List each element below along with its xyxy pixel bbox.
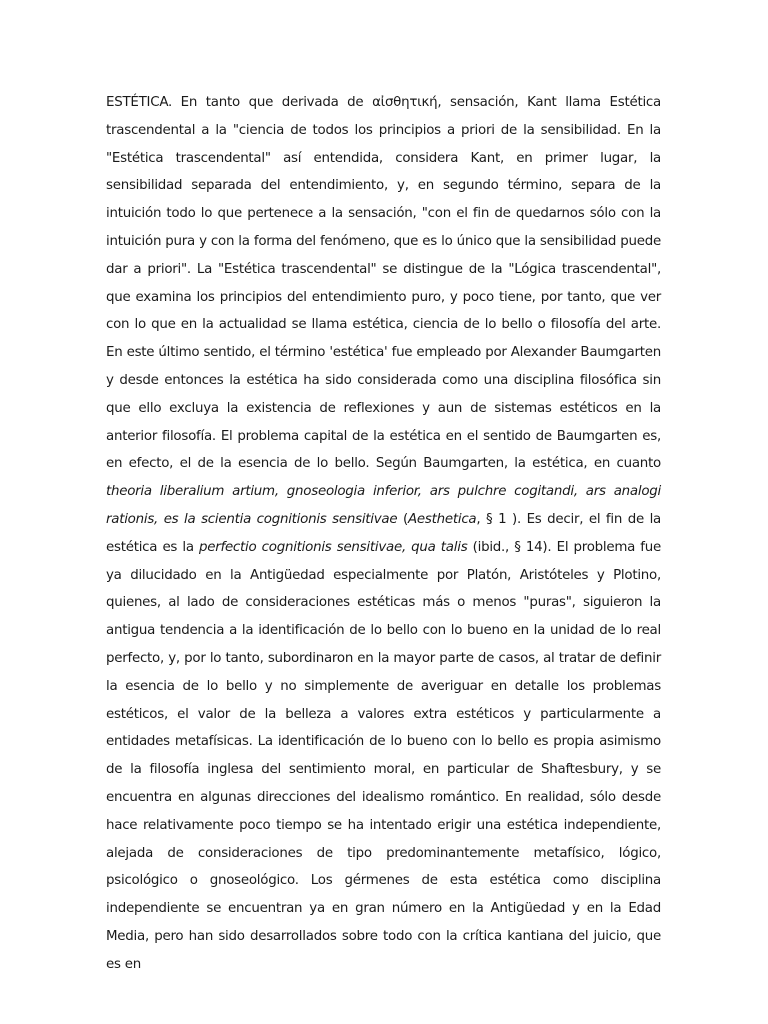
document-page (106, 89, 661, 979)
aesthetica-title-italic: Aesthetica (408, 511, 477, 527)
text-segment: ( (397, 511, 408, 527)
perfectio-italic: perfectio cognitionis sensitivae, qua talis (198, 539, 468, 555)
body-paragraph (106, 89, 661, 979)
text-segment: , § 1 ). Es decir, el fin de la estética es la (106, 511, 662, 555)
text-segment: ESTÉTICA. En tanto que derivada de αἰσθητική, sensación, Kant llama Estética trascendental a la "ciencia de todos los principios a priori de la sensibilidad. En la "Estética trascendental" así entendida, considera Kant, en primer lugar, la sensibilidad separada del entendimiento, y, en segundo término, separa de la intuición todo lo que pertenece a la sensación, "con el fin de quedarnos sólo con la intuición pura y con la forma del fenómeno, que es lo único que la sensibilidad puede dar a priori". La "Estética trascendental" se distingue de la "Lógica trascendental", que examina los principios del entendimiento puro, y poco tiene, por tanto, que ver con lo que en la actualidad se llama estética, ciencia de lo bello o filosofía del arte. En este último sentido, el término 'estética' fue empleado por Alexander Baumgarten y desde entonces la estética ha sido considerada como una disciplina filosófica sin que ello excluya la existencia de reflexiones y aun de sistemas estéticos en la anterior filosofía. El problema capital de la estética en el sentido de Baumgarten es, en efecto, el de la esencia de lo bello. Según Baumgarten, la estética, en cuanto (106, 95, 661, 472)
latin-definition-italic: theoria liberalium artium, gnoseologia inferior, ars pulchre cogitandi, ars analogi rationis, es la scientia cognitionis sensitivae (106, 484, 661, 527)
text-segment: (ibid., § 14). El problema fue ya dilucidado en la Antigüedad especialmente por Platón, Aristóteles y Plotino, quienes, al lado de consideraciones estéticas más o menos "puras", siguieron la antigua tendencia a la identificación de lo bello con lo bueno en la unidad de lo real perfecto, y, por lo tanto, subordinaron en la mayor parte de casos, al tratar de definir la esencia de lo bello y no simplemente de averiguar en detalle los problemas estéticos, el valor de la belleza a valores extra estéticos y particularmente a entidades metafísicas. La identificación de lo bueno con lo bello es propia asimismo de la filosofía inglesa del sentimiento moral, en particular de Shaftesbury, y se encuentra en algunas direcciones del idealismo romántico. En realidad, sólo desde hace relativamente poco tiempo se ha intentado erigir una estética independiente, alejada de consideraciones de tipo predominantemente metafísico, lógico, psicológico o gnoseológico. Los gérmenes de esta estética como disciplina independiente se encuentran ya en gran número en la Antigüedad y en la Edad Media, pero han sido desarrollados sobre todo con la crítica kantiana del juicio, que es en (106, 539, 661, 972)
